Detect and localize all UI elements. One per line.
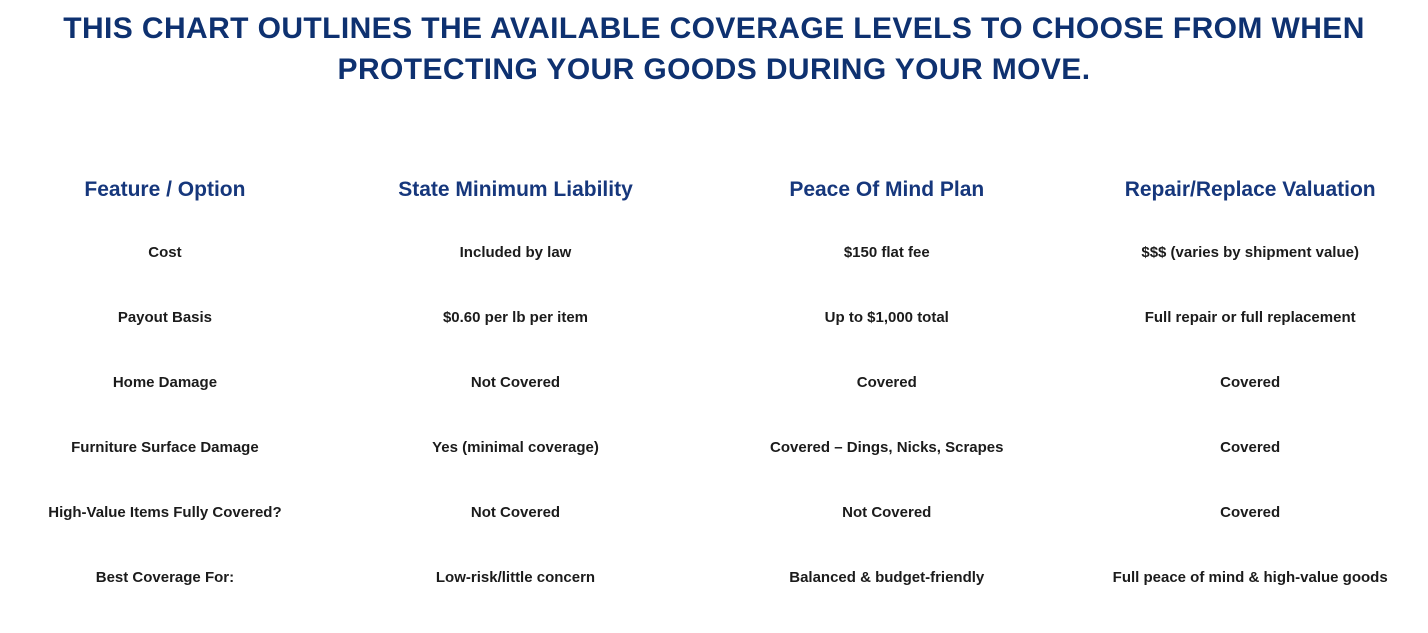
cell-best-coverage-state-minimum: Low-risk/little concern	[435, 569, 596, 586]
column-header-peace-of-mind-plan: Peace Of Mind Plan	[789, 178, 985, 201]
column-header-repair-replace-valuation: Repair/Replace Valuation	[1124, 178, 1376, 201]
cell-payout-basis-state-minimum: $0.60 per lb per item	[442, 309, 589, 326]
cell-cost-repair-replace: $$$ (varies by shipment value)	[1141, 244, 1359, 261]
row-label-cost: Cost	[148, 244, 182, 261]
cell-home-damage-peace-of-mind: Covered	[856, 374, 917, 391]
comparison-table	[0, 160, 1428, 610]
row-label-best-coverage-for: Best Coverage For:	[95, 569, 235, 586]
cell-furniture-damage-peace-of-mind: Covered – Dings, Nicks, Scrapes	[770, 439, 1004, 456]
column-header-state-minimum-liability: State Minimum Liability	[398, 178, 633, 201]
cell-high-value-peace-of-mind: Not Covered	[842, 504, 932, 521]
row-label-high-value-items: High-Value Items Fully Covered?	[48, 504, 282, 521]
cell-cost-peace-of-mind: $150 flat fee	[843, 244, 930, 261]
cell-furniture-damage-repair-replace: Covered	[1220, 439, 1281, 456]
cell-payout-basis-peace-of-mind: Up to $1,000 total	[824, 309, 949, 326]
cell-cost-state-minimum: Included by law	[459, 244, 572, 261]
chart-title	[0, 0, 1428, 90]
cell-home-damage-state-minimum: Not Covered	[470, 374, 561, 391]
chart-title-line1: THIS CHART OUTLINES THE AVAILABLE COVERAGE LEVELS TO CHOOSE FROM WHEN	[63, 12, 1365, 45]
cell-best-coverage-repair-replace: Full peace of mind & high-value goods	[1112, 569, 1388, 586]
cell-furniture-damage-state-minimum: Yes (minimal coverage)	[432, 439, 599, 456]
cell-best-coverage-peace-of-mind: Balanced & budget-friendly	[789, 569, 985, 586]
cell-high-value-state-minimum: Not Covered	[470, 504, 561, 521]
column-header-feature-option: Feature / Option	[84, 178, 246, 201]
cell-high-value-repair-replace: Covered	[1220, 504, 1281, 521]
cell-home-damage-repair-replace: Covered	[1220, 374, 1281, 391]
row-label-home-damage: Home Damage	[112, 374, 218, 391]
cell-payout-basis-repair-replace: Full repair or full replacement	[1144, 309, 1356, 326]
row-label-payout-basis: Payout Basis	[117, 309, 213, 326]
row-label-furniture-surface-damage: Furniture Surface Damage	[71, 439, 259, 456]
chart-title-line2: PROTECTING YOUR GOODS DURING YOUR MOVE.	[337, 53, 1091, 86]
